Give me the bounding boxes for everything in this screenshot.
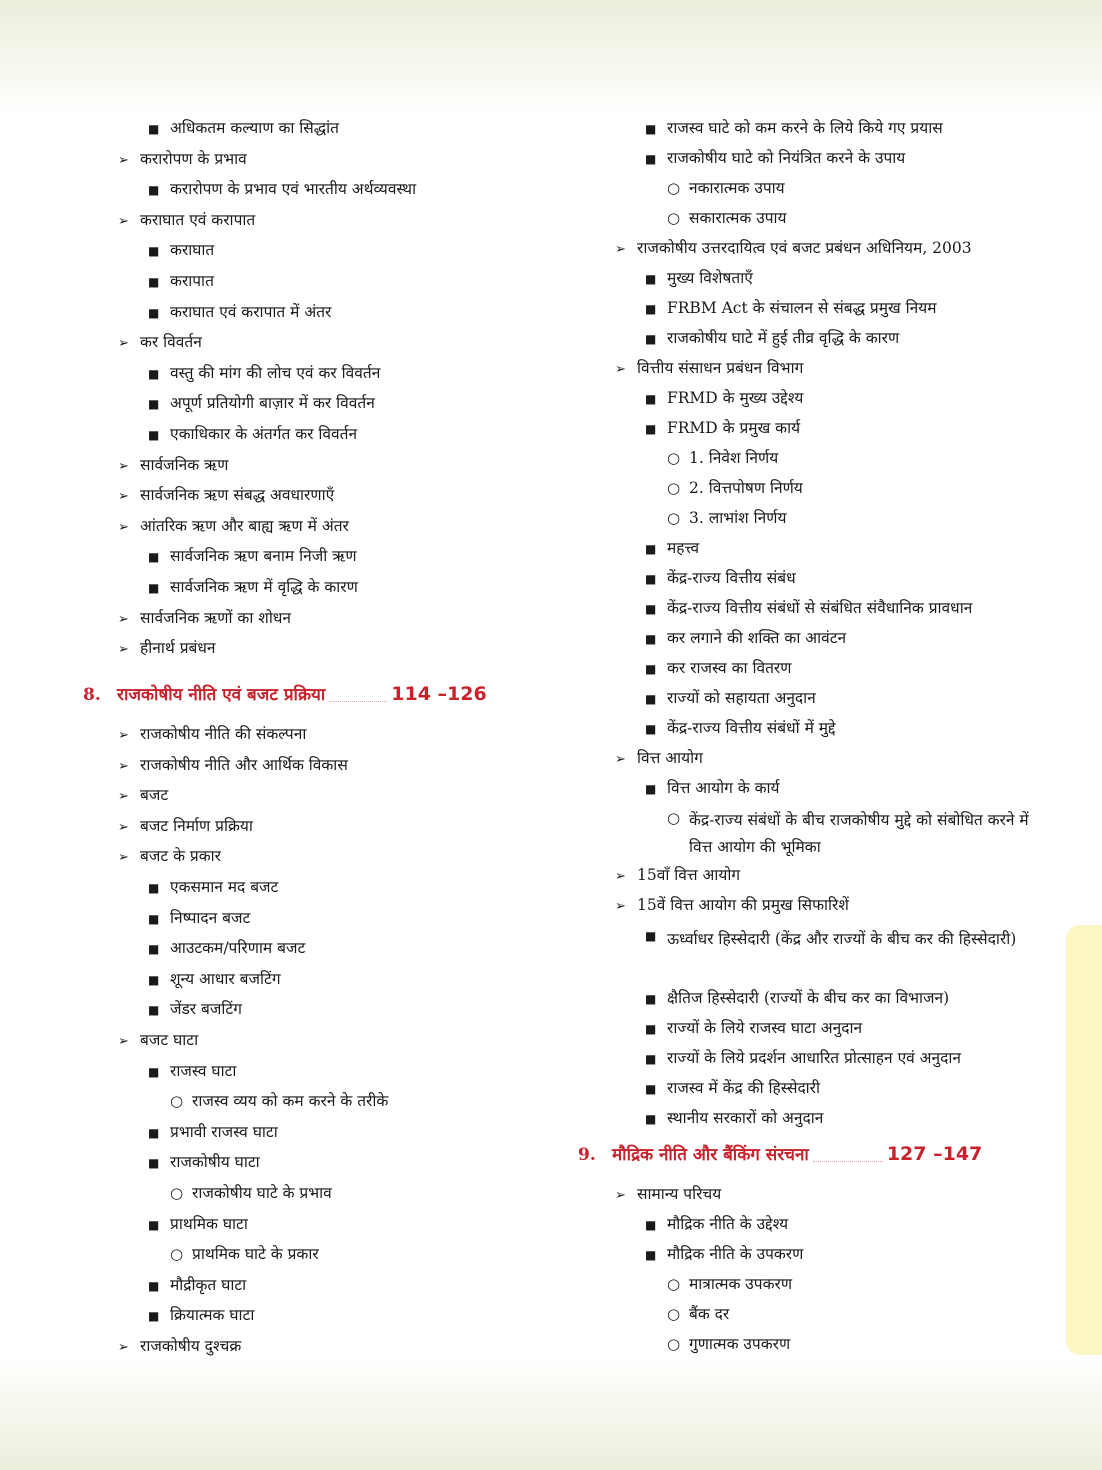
arrow-bullet-icon: ➢ [118,850,129,866]
toc-subsection-item[interactable] [645,537,699,559]
toc-item-label: कर राजस्व का वितरण [667,659,792,677]
chapter-title: मौद्रिक नीति और बैंकिंग संरचना [612,1145,809,1165]
toc-subsection-item[interactable] [645,1107,823,1129]
toc-section-item[interactable] [118,815,253,837]
toc-subsubsection-item[interactable] [667,1273,792,1295]
toc-item-label: सार्वजनिक ऋणों का शोधन [140,608,291,627]
arrow-bullet-icon: ➢ [615,752,626,767]
toc-item-label: सार्वजनिक ऋण [140,455,229,474]
toc-subsubsection-item[interactable] [667,207,787,229]
arrow-bullet-icon: ➢ [118,336,129,352]
circle-bullet-icon: ○ [667,479,681,497]
toc-section-item[interactable] [118,845,221,867]
toc-subsection-item[interactable] [645,567,796,589]
chapter-pages: 127 –147 [886,1143,983,1165]
square-bullet-icon: ■ [645,929,657,943]
arrow-bullet-icon: ➢ [118,642,129,658]
arrow-bullet-icon: ➢ [118,213,129,229]
arrow-bullet-icon: ➢ [615,1188,626,1203]
toc-item-label: निष्पादन बजट [170,908,251,927]
toc-subsection-item[interactable] [645,1243,803,1265]
toc-item-label: शून्य आधार बजटिंग [170,969,281,988]
square-bullet-icon: ■ [148,972,160,987]
toc-subsection-item[interactable] [148,1121,278,1143]
square-bullet-icon: ■ [645,422,657,436]
toc-subsection-item[interactable] [148,968,281,990]
toc-item-label: सामान्य परिचय [637,1185,722,1203]
toc-item-label: राजकोषीय घाटे को नियंत्रित करने के उपाय [667,149,906,167]
toc-subsection-item[interactable] [148,117,339,139]
toc-item-label: करारोपण के प्रभाव [140,149,247,168]
toc-item-label: राजस्व व्यय को कम करने के तरीके [192,1092,389,1111]
toc-item-label: एकसमान मद बजट [170,878,279,896]
toc-section-item[interactable] [615,237,972,259]
toc-subsection-item[interactable] [148,239,214,261]
toc-item-label: राज्यों को सहायता अनुदान [667,689,816,707]
toc-item-label: गुणात्मक उपकरण [689,1335,791,1353]
square-bullet-icon: ■ [148,1278,160,1293]
leader-dots [329,701,387,702]
toc-item-label: राजकोषीय नीति और आर्थिक विकास [140,755,348,774]
toc-item-label: बजट निर्माण प्रक्रिया [140,816,253,835]
arrow-bullet-icon: ➢ [118,1340,129,1355]
toc-subsection-item[interactable] [645,1077,820,1099]
toc-item-label: केंद्र-राज्य वित्तीय संबंधों से संबंधित संवैधानिक प्रावधान [667,599,973,617]
toc-item-label: कराघात [170,241,215,260]
toc-item-label: आउटकम/परिणाम बजट [170,939,306,958]
toc-section-item[interactable] [615,747,703,769]
toc-item-label: केंद्र-राज्य वित्तीय संबंधों में मुद्दे [667,719,836,737]
toc-subsection-item[interactable] [645,627,846,649]
square-bullet-icon: ■ [645,1218,657,1232]
square-bullet-icon: ■ [148,581,160,595]
arrow-bullet-icon: ➢ [615,869,626,884]
chapter-pages: 114 –126 [391,683,487,705]
toc-item-label: राज्यों के लिये प्रदर्शन आधारित प्रोत्साहन एवं अनुदान [667,1049,961,1067]
square-bullet-icon: ■ [148,1217,160,1232]
square-bullet-icon: ■ [148,428,160,442]
circle-bullet-icon: ○ [667,1275,681,1293]
square-bullet-icon: ■ [148,911,160,926]
toc-section-item[interactable] [615,894,849,916]
toc-item-label: क्रियात्मक घाटा [170,1306,255,1325]
toc-item-label: वित्त आयोग के कार्य [667,779,780,797]
square-bullet-icon: ■ [148,1309,160,1324]
toc-subsubsection-item[interactable] [667,1303,729,1325]
square-bullet-icon: ■ [148,122,160,136]
chapter-number: 8. [83,685,101,705]
toc-item-label: प्राथमिक घाटा [170,1214,248,1233]
toc-subsection-item[interactable] [148,545,357,567]
chapter-9-heading[interactable] [578,1141,982,1167]
header-band [0,0,1102,115]
toc-item-label: स्थानीय सरकारों को अनुदान [667,1109,824,1127]
toc-subsubsection-item[interactable] [667,447,778,469]
toc-subsection-item[interactable] [148,998,242,1020]
square-bullet-icon: ■ [645,782,657,796]
toc-item-label: बजट [140,786,169,805]
toc-item-label: करारोपण के प्रभाव एवं भारतीय अर्थव्यवस्था [170,180,417,199]
square-bullet-icon: ■ [645,1248,657,1262]
toc-item-label: मात्रात्मक उपकरण [689,1275,793,1293]
toc-subsection-item[interactable] [148,301,331,323]
square-bullet-icon: ■ [148,550,160,565]
square-bullet-icon: ■ [148,881,160,895]
toc-section-item[interactable] [118,637,216,659]
arrow-bullet-icon: ➢ [118,758,129,774]
toc-section-item[interactable] [118,331,202,353]
toc-subsection-item[interactable] [148,392,375,414]
toc-section-item[interactable] [118,784,168,806]
toc-subsection-item[interactable] [148,876,278,898]
toc-item-label: नकारात्मक उपाय [689,179,785,197]
square-bullet-icon: ■ [645,632,657,646]
arrow-bullet-icon: ➢ [118,789,129,805]
toc-section-item[interactable] [118,754,348,776]
toc-item-label: राजकोषीय दुश्चक्र [140,1337,242,1355]
toc-item-label: कर विवर्तन [140,333,202,352]
toc-item-label: करापात [170,272,214,290]
toc-subsection-item[interactable] [645,117,943,139]
toc-subsection-item[interactable] [148,270,214,292]
toc-item-label: वस्तु की मांग की लोच एवं कर विवर्तन [170,363,381,382]
square-bullet-icon: ■ [645,662,657,676]
toc-item-label: मौद्रीकृत घाटा [170,1275,247,1294]
toc-section-item[interactable] [118,1029,198,1051]
arrow-bullet-icon: ➢ [118,728,129,743]
circle-bullet-icon: ○ [667,1335,681,1353]
square-bullet-icon: ■ [148,397,160,412]
toc-item-label: कर लगाने की शक्ति का आवंटन [667,629,847,647]
toc-item-label: बैंक दर [689,1305,730,1323]
circle-bullet-icon: ○ [170,1245,184,1264]
toc-item-label: बजट के प्रकार [140,847,221,866]
toc-item-label: हीनार्थ प्रबंधन [140,639,216,658]
square-bullet-icon: ■ [645,542,657,556]
toc-subsection-item[interactable] [645,1047,961,1069]
toc-item-label: FRMD के मुख्य उद्देश्य [667,389,804,407]
toc-item-label: FRBM Act के संचालन से संबद्ध प्रमुख नियम [667,299,937,317]
arrow-bullet-icon: ➢ [118,489,129,505]
toc-section-item[interactable] [118,515,349,537]
toc-section-item[interactable] [118,209,255,231]
toc-item-label: सकारात्मक उपाय [689,209,787,227]
square-bullet-icon: ■ [645,602,657,616]
toc-item-label: मौद्रिक नीति के उद्देश्य [667,1215,789,1233]
toc-subsection-item[interactable] [148,1213,248,1235]
chapter-number: 9. [578,1145,596,1165]
toc-subsection-item[interactable] [645,1017,862,1039]
toc-item-label: कराघात एवं करापात [140,210,256,229]
toc-subsection-item[interactable] [148,178,416,200]
circle-bullet-icon: ○ [667,1305,681,1323]
toc-item-label: बजट घाटा [140,1031,199,1049]
square-bullet-icon: ■ [148,1125,160,1140]
toc-subsection-item[interactable] [645,297,936,319]
square-bullet-icon: ■ [148,942,160,957]
toc-subsection-item[interactable] [645,924,1032,954]
toc-subsection-item[interactable] [645,777,780,799]
arrow-bullet-icon: ➢ [118,519,129,535]
arrow-bullet-icon: ➢ [118,1034,129,1049]
toc-subsubsection-item[interactable] [170,1243,319,1265]
square-bullet-icon: ■ [645,122,657,136]
arrow-bullet-icon: ➢ [615,362,626,377]
toc-item-label: सार्वजनिक ऋण बनाम निजी ऋण [170,547,357,566]
square-bullet-icon: ■ [148,275,160,289]
arrow-bullet-icon: ➢ [118,152,129,168]
toc-section-item[interactable] [118,484,334,506]
square-bullet-icon: ■ [645,1112,657,1126]
toc-subsubsection-item[interactable] [170,1090,388,1112]
toc-item-label: राजस्व घाटा [170,1061,237,1080]
circle-bullet-icon: ○ [667,179,681,197]
toc-subsection-item[interactable] [645,987,949,1009]
toc-item-label: 3. लाभांश निर्णय [689,509,787,527]
toc-subsection-item[interactable] [148,423,357,445]
toc-subsection-item[interactable] [645,717,836,739]
circle-bullet-icon: ○ [667,209,681,227]
square-bullet-icon: ■ [148,1003,160,1018]
toc-item-label: प्रभावी राजस्व घाटा [170,1122,278,1141]
toc-subsubsection-item[interactable] [667,477,803,499]
toc-subsection-item[interactable] [645,657,791,679]
toc-subsection-item[interactable] [645,327,899,349]
toc-item-label: ऊर्ध्वाधर हिस्सेदारी (केंद्र और राज्यों के बीच कर की हिस्सेदारी) [667,930,1017,948]
circle-bullet-icon: ○ [667,509,681,527]
toc-subsection-item[interactable] [645,687,816,709]
square-bullet-icon: ■ [645,272,657,286]
square-bullet-icon: ■ [645,992,657,1006]
toc-section-item[interactable] [118,454,229,476]
toc-subsection-item[interactable] [645,387,803,409]
toc-section-item[interactable] [615,1183,721,1205]
square-bullet-icon: ■ [645,332,657,346]
square-bullet-icon: ■ [148,305,160,320]
toc-item-label: एकाधिकार के अंतर्गत कर विवर्तन [170,425,358,443]
toc-section-item[interactable] [118,607,291,629]
square-bullet-icon: ■ [148,183,160,198]
toc-item-label: आंतरिक ऋण और बाह्य ऋण में अंतर [140,516,349,535]
arrow-bullet-icon: ➢ [615,899,626,914]
square-bullet-icon: ■ [148,1156,160,1171]
toc-item-label: जेंडर बजटिंग [170,1000,242,1019]
toc-item-label: राजस्व में केंद्र की हिस्सेदारी [667,1079,821,1097]
square-bullet-icon: ■ [645,572,657,586]
toc-item-label: 15वें वित्त आयोग की प्रमुख सिफारिशें [637,896,849,914]
toc-subsection-item[interactable] [645,267,753,289]
toc-item-label: राजकोषीय घाटे के प्रभाव [192,1184,332,1202]
square-bullet-icon: ■ [645,1022,657,1036]
square-bullet-icon: ■ [645,722,657,736]
arrow-bullet-icon: ➢ [118,611,129,627]
arrow-bullet-icon: ➢ [118,458,129,474]
toc-subsubsection-item[interactable] [667,1333,790,1355]
toc-item-label: राजकोषीय नीति की संकल्पना [140,725,307,743]
toc-subsection-item[interactable] [148,1274,246,1296]
circle-bullet-icon: ○ [170,1092,184,1111]
square-bullet-icon: ■ [645,392,657,406]
toc-subsection-item[interactable] [148,937,305,959]
toc-item-label: सार्वजनिक ऋण में वृद्धि के कारण [170,578,358,596]
toc-item-label: राजस्व घाटे को कम करने के लिये किये गए प्रयास [667,119,943,137]
toc-section-item[interactable] [118,148,247,170]
toc-item-label: क्षैतिज हिस्सेदारी (राज्यों के बीच कर का विभाजन) [667,989,950,1007]
toc-subsection-item[interactable] [148,1151,260,1173]
toc-subsection-item[interactable] [148,907,250,929]
toc-item-label: राज्यों के लिये राजस्व घाटा अनुदान [667,1019,863,1037]
chapter-8-heading[interactable] [83,681,487,707]
toc-item-label: 2. वित्तपोषण निर्णय [689,479,803,497]
toc-item-label: 1. निवेश निर्णय [689,449,779,467]
footer-band [0,1355,1102,1470]
toc-item-label: राजकोषीय उत्तरदायित्व एवं बजट प्रबंधन अधिनियम, 2003 [637,239,972,257]
toc-item-label: मौद्रिक नीति के उपकरण [667,1245,804,1263]
leader-dots [813,1161,883,1162]
chapter-side-tab [1066,925,1102,1355]
square-bullet-icon: ■ [148,366,160,381]
toc-subsection-item[interactable] [645,417,800,439]
square-bullet-icon: ■ [148,244,160,259]
square-bullet-icon: ■ [645,1052,657,1066]
square-bullet-icon: ■ [645,152,657,166]
square-bullet-icon: ■ [148,1064,160,1079]
toc-item-label: केंद्र-राज्य वित्तीय संबंध [667,569,796,587]
arrow-bullet-icon: ➢ [118,819,129,835]
toc-item-label: कराघात एवं करापात में अंतर [170,302,332,321]
toc-subsubsection-item[interactable] [170,1182,332,1204]
toc-item-label: मुख्य विशेषताएँ [667,269,753,287]
square-bullet-icon: ■ [645,302,657,316]
toc-subsection-item[interactable] [148,1304,254,1326]
toc-item-label: वित्त आयोग [637,749,703,767]
toc-item-label: प्राथमिक घाटे के प्रकार [192,1245,319,1264]
circle-bullet-icon: ○ [667,449,681,467]
toc-item-label: वित्तीय संसाधन प्रबंधन विभाग [637,359,804,377]
arrow-bullet-icon: ➢ [615,242,626,257]
circle-bullet-icon: ○ [667,809,681,827]
toc-item-label: राजकोषीय घाटा [170,1153,260,1172]
toc-item-label: महत्त्व [667,539,700,557]
toc-subsubsection-item[interactable] [667,807,1029,861]
toc-item-label: FRMD के प्रमुख कार्य [667,419,801,437]
toc-item-label: अपूर्ण प्रतियोगी बाज़ार में कर विवर्तन [170,394,375,413]
circle-bullet-icon: ○ [170,1184,184,1202]
toc-subsubsection-item[interactable] [667,507,786,529]
toc-item-label: राजकोषीय घाटे में हुई तीव्र वृद्धि के कारण [667,329,900,347]
toc-section-item[interactable] [118,1335,241,1357]
toc-item-label: अधिकतम कल्याण का सिद्धांत [170,119,340,137]
toc-item-label: सार्वजनिक ऋण संबद्ध अवधारणाएँ [140,486,335,505]
toc-item-label: केंद्र-राज्य संबंधों के बीच राजकोषीय मुद्दे को संबोधित करने में वित्त आयोग की भूमिका [689,811,1029,856]
toc-item-label: 15वाँ वित्त आयोग [637,866,741,884]
toc-section-item[interactable] [118,723,306,745]
toc-section-item[interactable] [615,357,803,379]
toc-subsection-item[interactable] [645,1213,788,1235]
square-bullet-icon: ■ [645,1082,657,1096]
toc-subsection-item[interactable] [148,362,380,384]
toc-subsection-item[interactable] [645,147,905,169]
toc-subsection-item[interactable] [148,576,358,598]
toc-subsection-item[interactable] [148,1060,236,1082]
toc-subsubsection-item[interactable] [667,177,785,199]
chapter-title: राजकोषीय नीति एवं बजट प्रक्रिया [117,685,326,705]
toc-subsection-item[interactable] [645,597,972,619]
toc-section-item[interactable] [615,864,740,886]
square-bullet-icon: ■ [645,692,657,706]
